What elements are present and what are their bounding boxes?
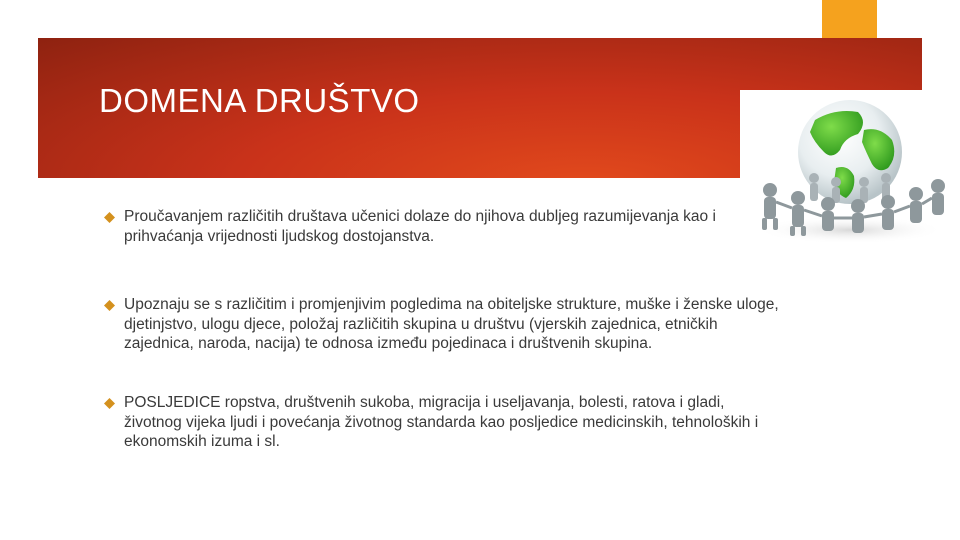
- bullet-item: [104, 295, 784, 354]
- bullet-item: [104, 207, 784, 246]
- bullet-text: Proučavanjem različitih društava učenici dolaze do njihova dubljeg razumijevanja kao i prihvaćanja vrijednosti ljudskog dostojanstva.: [124, 208, 716, 245]
- bullet-text: POSLJEDICE ropstva, društvenih sukoba, migracija i useljavanja, bolesti, ratova i gladi, životnog vijeka ljudi i povećanja životnog standarda kao posljedice medicinskih, tehnoloških i ekonomskih izuma i sl.: [124, 394, 759, 450]
- diamond-bullet-icon: [104, 398, 115, 409]
- bullet-text: Upoznaju se s različitim i promjenjivim pogledima na obiteljske strukture, muške i ženske uloge, djetinjstvo, ulogu djece, položaj različitih skupina u društvu (vjerskih zajednica, etničkih zajednica, naroda, nacija) te odnosa između pojedinaca i društvenih skupina.: [124, 296, 779, 352]
- diamond-bullet-icon: [104, 300, 115, 311]
- bullet-item: [104, 393, 784, 452]
- slide-title: DOMENA DRUŠTVO: [99, 82, 420, 119]
- accent-bar: [822, 0, 877, 40]
- diamond-bullet-icon: [104, 212, 115, 223]
